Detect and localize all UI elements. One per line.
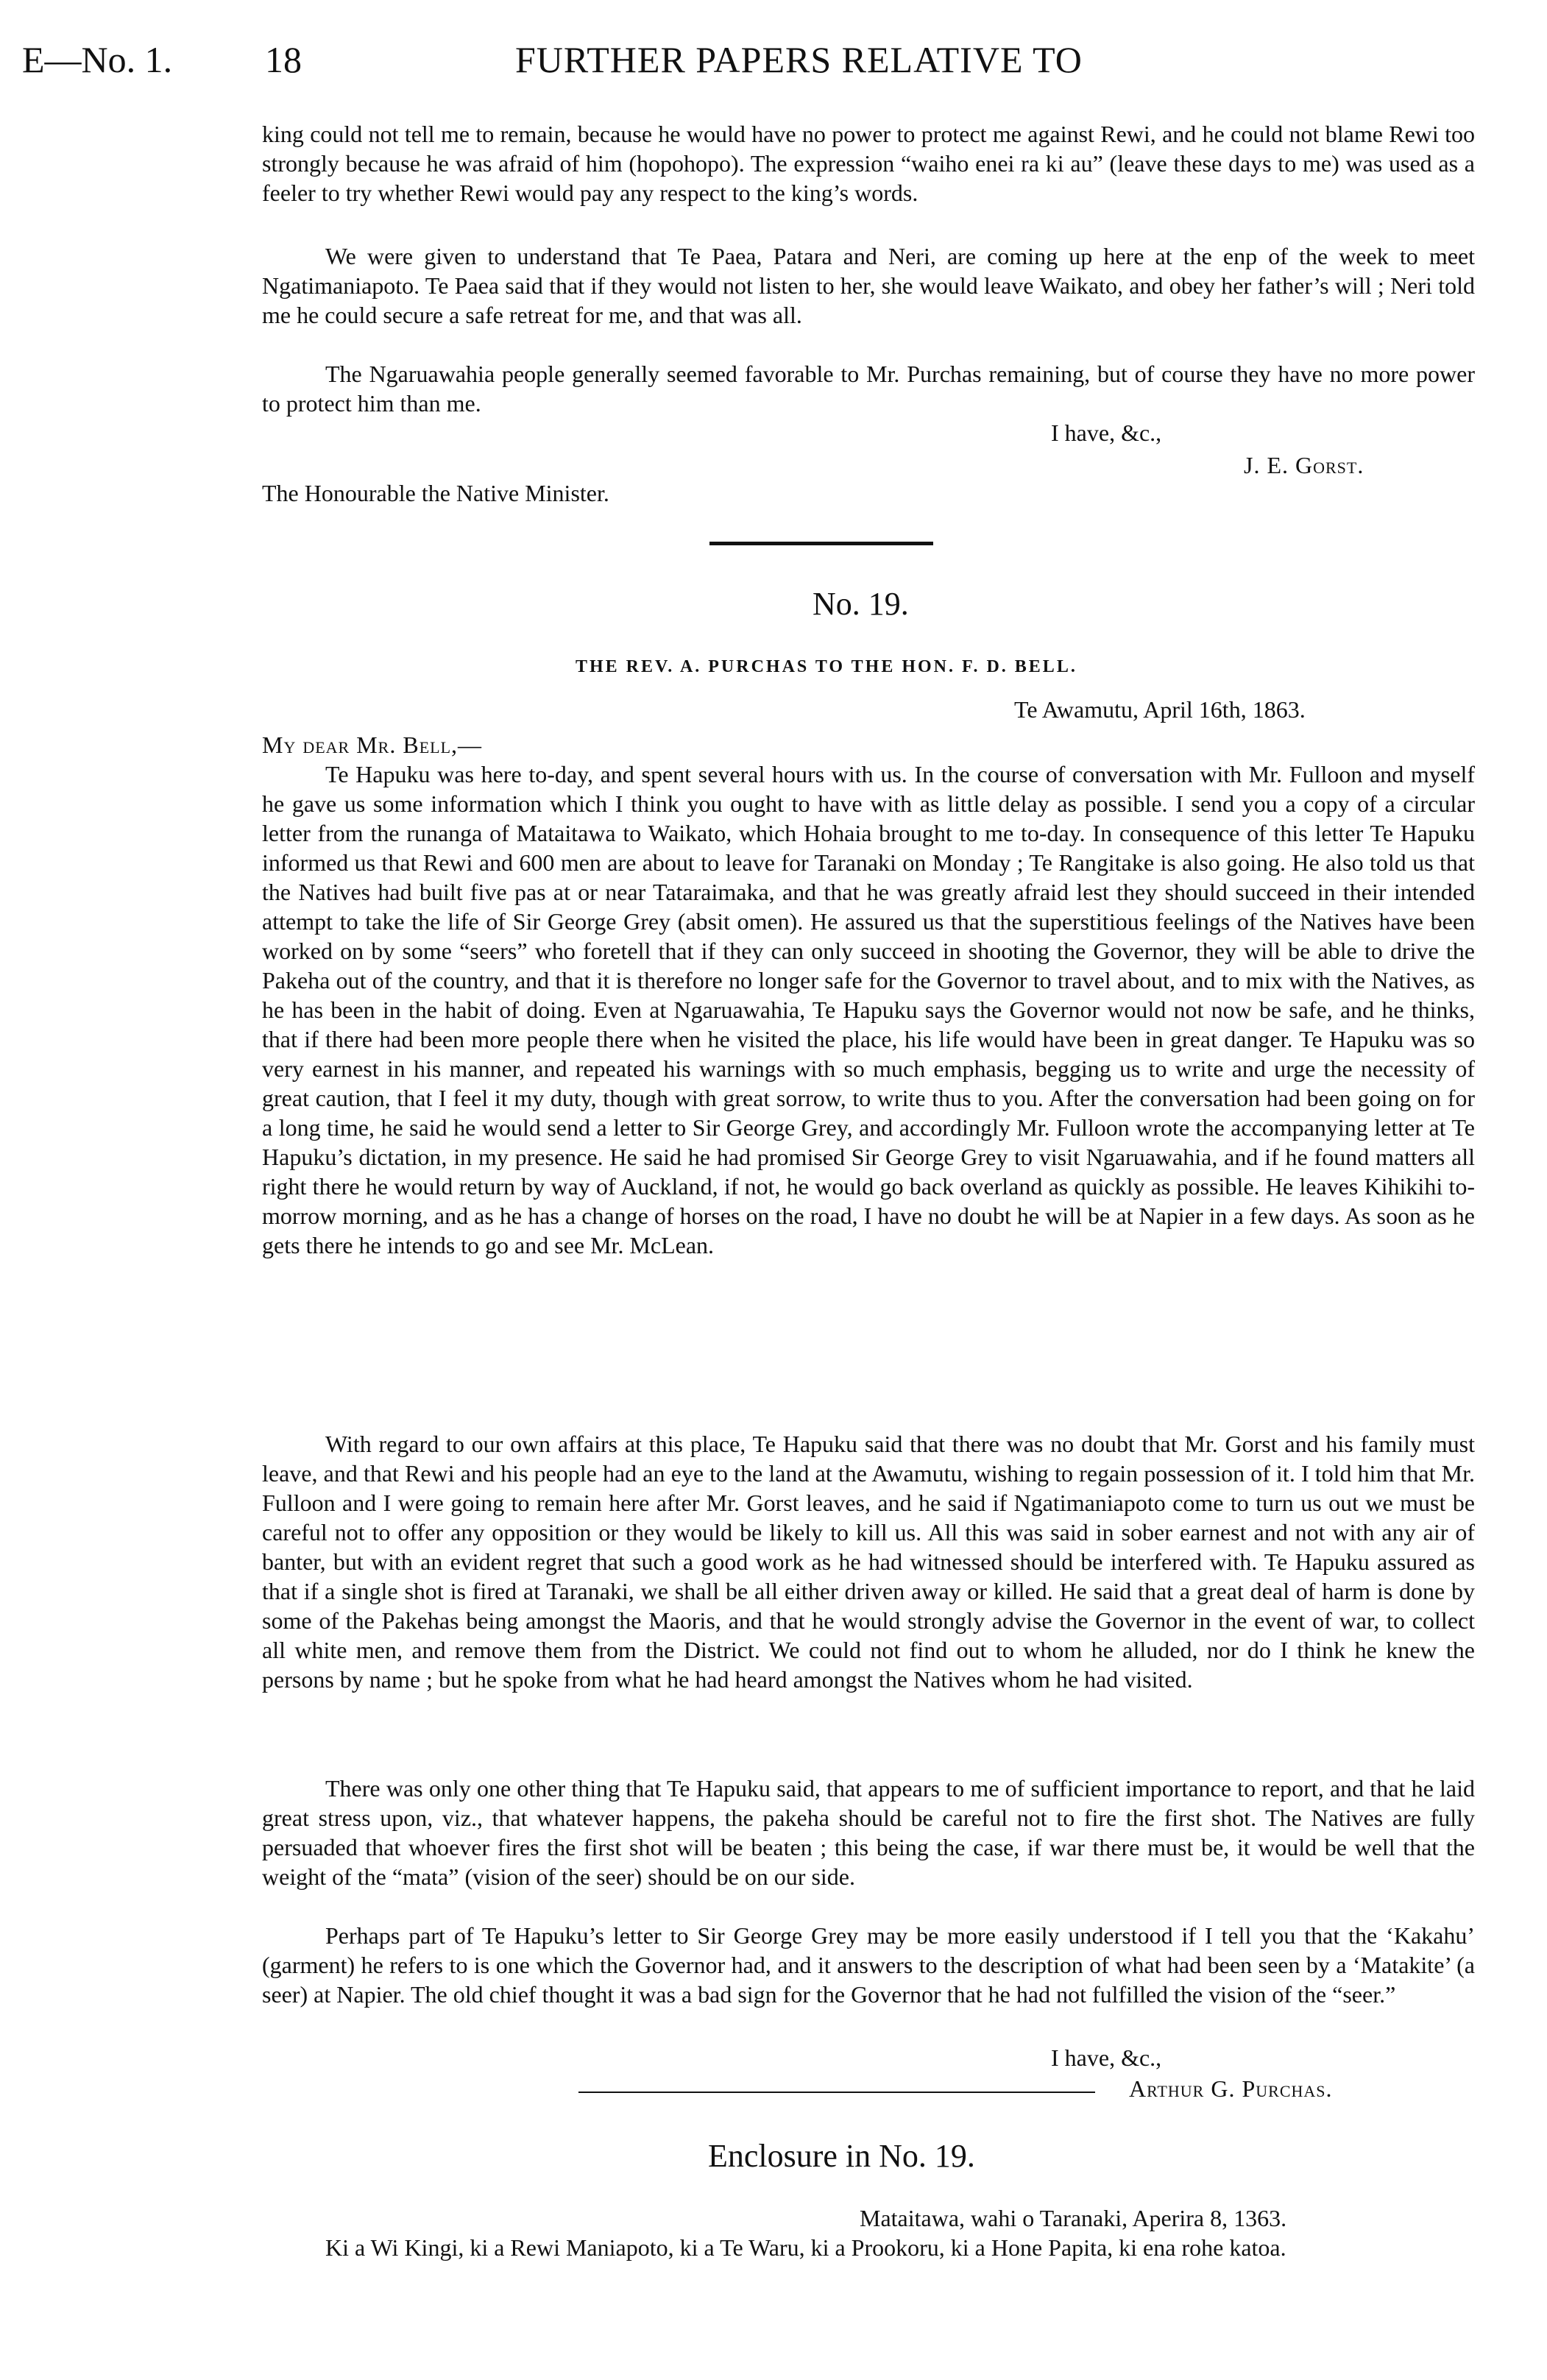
letter-salutation: My dear Mr. Bell,— [262,732,483,758]
prior-letter-paragraph-1: king could not tell me to remain, because he would have no power to protect me against Rewi, and he could not blame Rewi too strongly because he was afraid of him (hopohopo). The expression “waiho enei ra ki au” (leave these days to me) was used as a feeler to try whether Rewi would pay any respect to the king’s words. [262,121,1475,206]
section-divider [709,542,933,545]
running-title: FURTHER PAPERS RELATIVE TO [515,39,1083,80]
letter-paragraph-1: Te Hapuku was here to-day, and spent several hours with us. In the course of conversation with Mr. Fulloon and myself he gave us some information which I think you ought to have with as little delay as possible. I send you a copy of a circular letter from the runanga of Mataitawa to Waikato, which Hohaia brought to me to-day. In consequence of this letter Te Hapuku informed us that Rewi and 600 men are about to leave for Taranaki on Monday ; Te Rangitake is also going. He also told us that the Natives had built five pas at or near Tataraimaka, and that he was greatly afraid lest they should succeed in their intended attempt to take the life of Sir George Grey (absit omen). He assured us that the superstitious feelings of the Natives have been worked on by some “seers” who foretell that if they can only succeed in shooting the Governor, they will be able to drive the Pakeha out of the country, and that it is therefore no longer safe for the Governor to travel about, and to mix with the Natives, as he has been in the habit of doing. Even at Ngaruawahia, Te Hapuku says the Governor would not now be safe, and he thinks, that if there had been more people there when he visited the place, his life would have been in great danger. Te Hapuku was so very earnest in his manner, and repeated his warnings with so much emphasis, begging us to write and urge the necessity of great caution, that I feel it my duty, though with great sorrow, to write thus to you. After the conversation had been going on for a long time, he said he would send a letter to Sir George Grey, and accordingly Mr. Fulloon wrote the accompanying letter at Te Hapuku’s dictation, in my presence. He said he had promised Sir George Grey to visit Ngaruawahia, and if he found matters all right there he would return by way of Auckland, if not, he would go back overland as quickly as possible. He leaves Kihikihi to-morrow morning, and as he has a change of horses on the road, I have no doubt he will be at Napier in a few days. As soon as he gets there he intends to go and see Mr. McLean. [262,761,1475,1258]
prior-letter-addressee: The Honourable the Native Minister. [262,480,609,506]
prior-letter-closing: I have, &c., [1051,419,1162,446]
letter-heading: THE REV. A. PURCHAS TO THE HON. F. D. BELL. [576,657,1077,676]
signature-rule [578,2092,1095,2093]
running-header [0,38,1547,90]
prior-letter-paragraph-2: We were given to understand that Te Paea, Patara and Neri, are coming up here at the enp of the week to meet Ngatimaniapoto. Te Paea said that if they would not listen to her, she would leave Waikato, and obey her father’s will ; Neri told me he could secure a safe retreat for me, and that was all. [262,243,1475,328]
letter-signature: Arthur G. Purchas. [1129,2075,1333,2102]
page-number: 18 [265,39,302,80]
letter-paragraph-2: With regard to our own affairs at this place, Te Hapuku said that there was no doubt that Mr. Gorst and his family must leave, and that Rewi and his people had an eye to the land at the Awamutu, wishing to regain possession of it. I told him that Mr. Fulloon and I were going to remain here after Mr. Gorst leaves, and he said if Ngatimaniapoto come to turn us out we must be careful not to offer any opposition or they would be likely to kill us. All this was said in sober earnest and not with any air of banter, but with an evident regret that such a good work as he had witnessed should be interfered with. Te Hapuku assured as that if a single shot is fired at Taranaki, we shall be all either driven away or killed. He said that a great deal of harm is done by some of the Pakehas being amongst the Maoris, and that he would strongly advise the Governor in the event of war, to collect all white men, and remove them from the District. We could not find out to whom he alluded, nor do I think he knew the persons by name ; but he spoke from what he had heard amongst the Natives whom he had visited. [262,1431,1475,1693]
paper-reference: E—No. 1. [22,39,173,80]
enclosure-heading: Enclosure in No. 19. [708,2138,975,2174]
letter-paragraph-3: There was only one other thing that Te Hapuku said, that appears to me of sufficient importance to report, and that he laid great stress upon, viz., that whatever happens, the pakeha should be careful not to fire the first shot. The Natives are fully persuaded that whoever fires the first shot will be beaten ; this being the case, if war there must be, it would be well that the weight of the “mata” (vision of the seer) should be on our side. [262,1775,1475,1890]
letter-paragraph-4: Perhaps part of Te Hapuku’s letter to Sir George Grey may be more easily understood if I tell you that the ‘Kakahu’ (garment) he refers to is one which the Governor had, and it answers to the description of what had been seen by a ‘Matakite’ (a seer) at Napier. The old chief thought it was a bad sign for the Governor that he had not fulfilled the vision of the “seer.” [262,1922,1475,2008]
enclosure-place-date: Mataitawa, wahi o Taranaki, Aperira 8, 1363. [860,2205,1287,2231]
prior-letter-paragraph-3: The Ngaruawahia people generally seemed favorable to Mr. Purchas remaining, but of course they have no more power to protect him than me. [262,361,1475,417]
letter-place-date: Te Awamutu, April 16th, 1863. [1014,696,1306,723]
letter-number: No. 19. [813,586,909,622]
prior-letter-signature: J. E. Gorst. [1244,452,1364,478]
enclosure-address: Ki a Wi Kingi, ki a Rewi Maniapoto, ki a Te Waru, ki a Prookoru, ki a Hone Papita, ki ena rohe katoa. [325,2234,1286,2261]
letter-closing: I have, &c., [1051,2044,1162,2071]
